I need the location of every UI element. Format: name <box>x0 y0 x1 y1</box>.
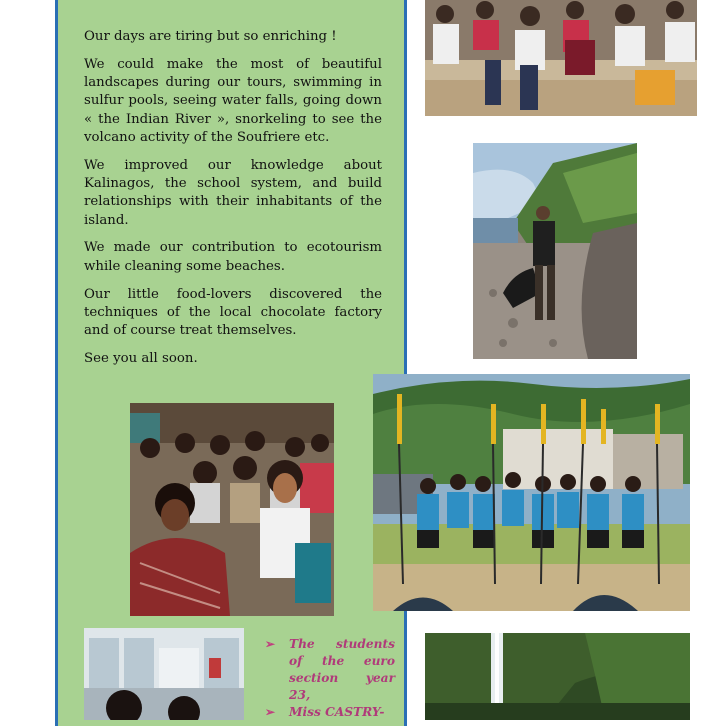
article-paragraph: See you all soon. <box>84 350 198 366</box>
article-paragraph: Our little food-lovers discovered the techniques of the local chocolate factory and of course treat themselves. <box>84 286 382 339</box>
credits-list <box>265 636 395 721</box>
photo-river-paddlers <box>373 374 690 611</box>
article-paragraph: We improved our knowledge about Kalinagos, the school system, and build relationships with their inhabitants of the island. <box>84 157 382 228</box>
credits-item-text: The students of the euro section year 23, <box>289 637 395 702</box>
photo-boat-interior <box>84 628 244 720</box>
article-text <box>84 28 382 378</box>
article-paragraph: We made our contribution to ecotourism while cleaning some beaches. <box>84 240 382 274</box>
article-paragraph: We could make the most of beautiful landscapes during our tours, swimming in sulfur pools, seeing water falls, going down « the Indian River », snorkeling to see the volcano activity of the Soufriere etc. <box>84 56 382 145</box>
credits-item <box>265 636 395 704</box>
photo-lecture-audience <box>130 403 334 616</box>
arrow-bullet-icon: ➢ <box>265 637 276 651</box>
arrow-bullet-icon: ➢ <box>265 705 276 719</box>
photo-beach-cleanup <box>473 143 637 359</box>
photo-classroom-students <box>425 0 697 116</box>
article-paragraph: Our days are tiring but so enriching ! <box>84 29 337 44</box>
credits-item-text: Miss CASTRY- <box>289 705 385 719</box>
photo-waterfall <box>425 633 690 720</box>
credits-item <box>265 704 395 721</box>
